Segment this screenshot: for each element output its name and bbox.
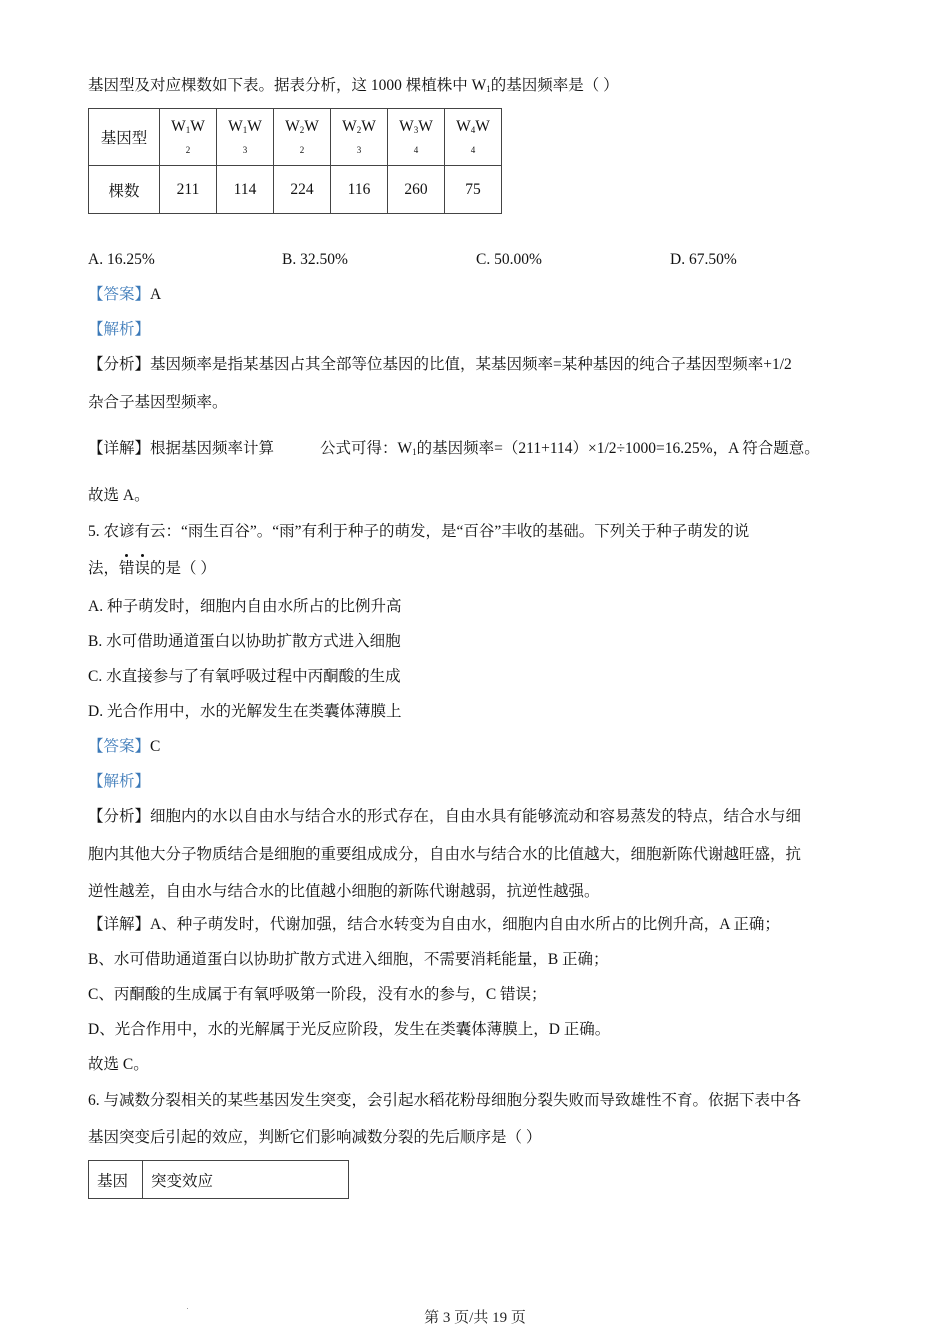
q4-option-b: B. 32.50%	[282, 251, 348, 268]
q4-detail: 【详解】根据基因频率计算 公式可得：$W_1$的基因频率=（211+114）×1/2÷1000=16.25%，A 符合题意。	[88, 440, 820, 457]
q5-fenxi-line3: 逆性越差，自由水与结合水的比值越小细胞的新陈代谢越弱，抗逆性越强。	[88, 883, 600, 900]
q5-option-d: D. 光合作用中，水的光解发生在类囊体薄膜上	[88, 703, 402, 720]
answer-value: A	[150, 286, 162, 303]
genotype-cell: $W_1W$ 3	[217, 109, 274, 166]
q4-conclusion: 故选 A。	[88, 487, 150, 504]
q5-analysis-heading	[88, 772, 150, 792]
table-row-genotype	[89, 109, 502, 166]
emphasis-char: 误	[134, 560, 151, 577]
count-cell: 75	[445, 166, 502, 214]
q5-option-b: B. 水可借助通道蛋白以协助扩散方式进入细胞	[88, 633, 401, 650]
q6-stem-line2: 基因突变后引起的效应，判断它们影响减数分裂的先后顺序是（ ）	[88, 1129, 542, 1146]
answer-value: C	[150, 738, 161, 755]
q4-stem: 基因型及对应棵数如下表。据表分析，这 1000 棵植株中 $W_1$的基因频率是（ ）	[88, 77, 619, 94]
q5-detail-line4: D、光合作用中，水的光解属于光反应阶段，发生在类囊体薄膜上，D 正确。	[88, 1021, 611, 1038]
header-mutation-effect: 突变效应	[143, 1161, 349, 1199]
genotype-cell: $W_2W$ 3	[331, 109, 388, 166]
q5-conclusion: 故选 C。	[88, 1056, 149, 1073]
q6-stem-line1: 6. 与减数分裂相关的某些基因发生突变，会引起水稻花粉母细胞分裂失败而导致雄性不育。依据下表中各	[88, 1092, 802, 1109]
q5-stem-line1: 5. 农谚有云：“雨生百谷”。“雨”有利于种子的萌发，是“百谷”丰收的基础。下列关于种子萌发的说	[88, 523, 750, 540]
analysis-label: 【解析】	[88, 773, 151, 790]
count-cell: 260	[388, 166, 445, 214]
q5-answer	[88, 737, 160, 757]
detail-label: 【详解】	[88, 440, 151, 457]
q5-fenxi-line1: 【分析】细胞内的水以自由水与结合水的形式存在，自由水具有能够流动和容易蒸发的特点，结合水与细	[88, 808, 802, 825]
q5-detail-line2: B、水可借助通道蛋白以协助扩散方式进入细胞，不需要消耗能量，B 正确；	[88, 951, 609, 968]
answer-label: 【答案】	[88, 738, 151, 755]
table-row-count	[89, 166, 502, 214]
genotype-cell: $W_2W$ 2	[274, 109, 331, 166]
header-gene: 基因	[89, 1161, 143, 1199]
count-cell: 211	[160, 166, 217, 214]
analysis-label: 【解析】	[88, 321, 151, 338]
q4-option-c: C. 50.00%	[476, 251, 542, 268]
fenxi-label: 【分析】	[88, 356, 151, 373]
genotype-cell: $W_1W$ 2	[160, 109, 217, 166]
q5-option-a: A. 种子萌发时，细胞内自由水所占的比例升高	[88, 598, 402, 615]
q5-detail-line1: 【详解】A、种子萌发时，代谢加强，结合水转变为自由水，细胞内自由水所占的比例升高，A 正确；	[88, 916, 780, 933]
count-cell: 114	[217, 166, 274, 214]
q5-detail-line3: C、丙酮酸的生成属于有氧呼吸第一阶段，没有水的参与，C 错误；	[88, 986, 547, 1003]
row-header-genotype: 基因型	[89, 109, 160, 166]
q4-option-d: D. 67.50%	[670, 251, 737, 268]
emphasis-char: 错	[119, 560, 135, 577]
q4-fenxi-line2: 杂合子基因型频率。	[88, 394, 228, 411]
genotype-cell: $W_4W$ 4	[445, 109, 502, 166]
q4-fenxi-line1: 【分析】基因频率是指某基因占其全部等位基因的比值，某基因频率=某种基因的纯合子基因型频率+1/2	[88, 356, 792, 373]
genotype-cell: $W_3W$ 4	[388, 109, 445, 166]
detail-label: 【详解】	[88, 916, 151, 933]
count-cell: 116	[331, 166, 388, 214]
q5-fenxi-line2: 胞内其他大分子物质结合是细胞的重要组成成分，自由水与结合水的比值越大，细胞新陈代谢越旺盛，抗	[88, 846, 802, 863]
q4-analysis-heading	[88, 320, 150, 340]
mutation-table	[88, 1160, 349, 1199]
genotype-table	[88, 108, 502, 214]
answer-label: 【答案】	[88, 286, 151, 303]
q5-option-c: C. 水直接参与了有氧呼吸过程中丙酮酸的生成	[88, 668, 401, 685]
page-footer: 第 3 页/共 19 页	[424, 1310, 526, 1326]
q4-answer	[88, 285, 161, 305]
table-header-row	[89, 1161, 349, 1199]
fenxi-label: 【分析】	[88, 808, 151, 825]
row-header-count: 棵数	[89, 166, 160, 214]
q5-stem-line2: 法，错误的是（ ）	[88, 560, 216, 577]
count-cell: 224	[274, 166, 331, 214]
q4-option-a: A. 16.25%	[88, 251, 155, 268]
